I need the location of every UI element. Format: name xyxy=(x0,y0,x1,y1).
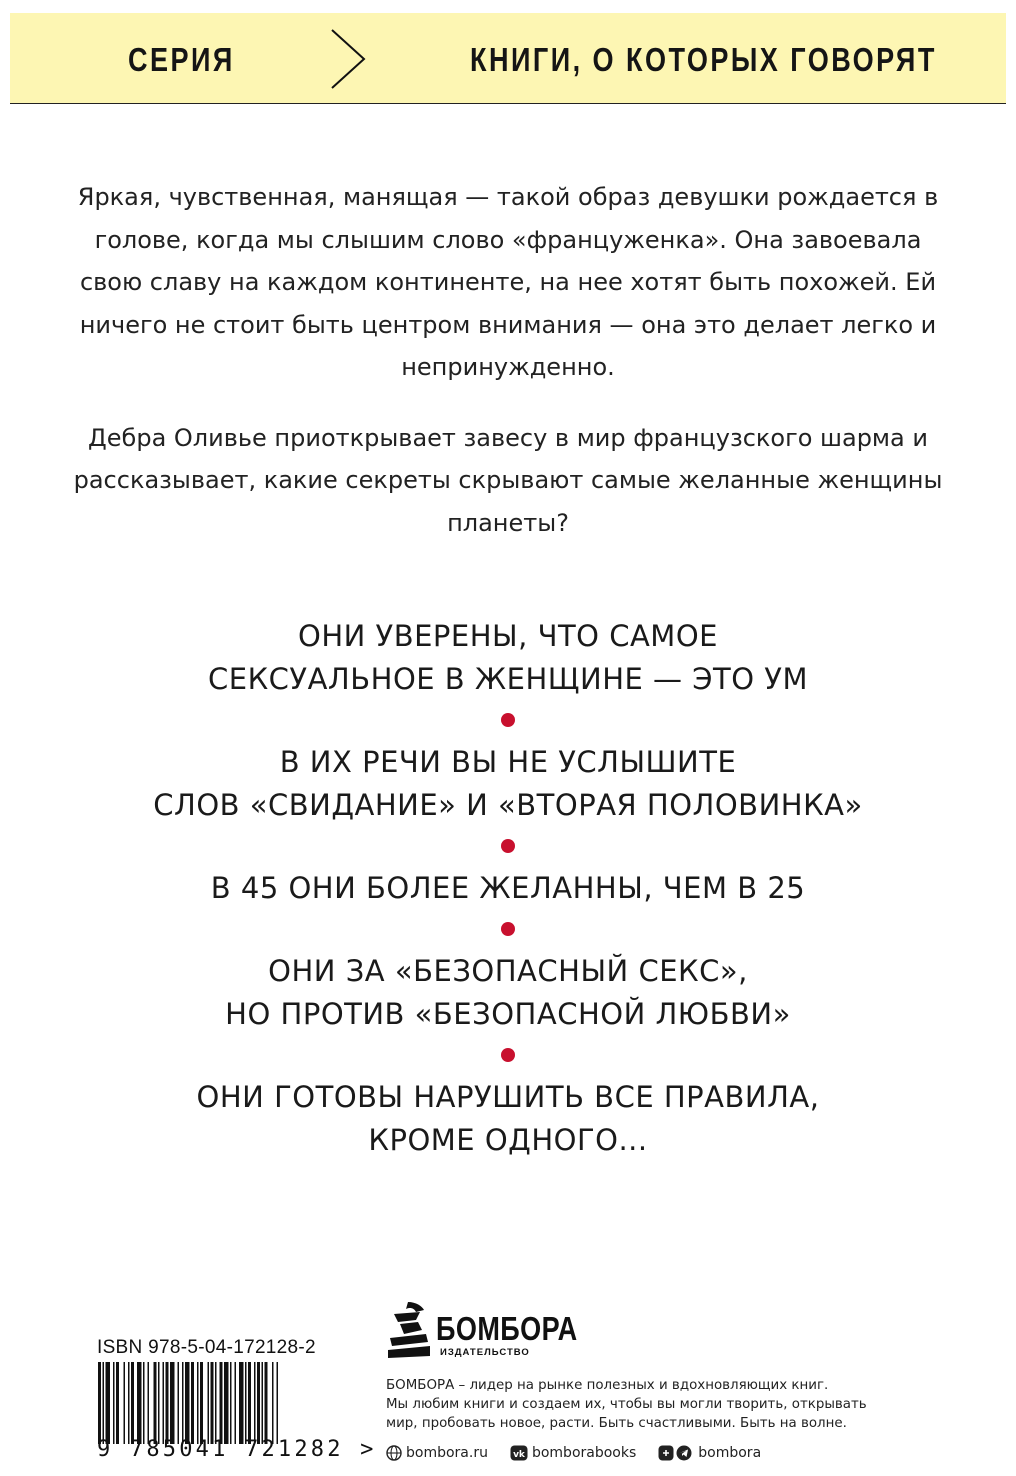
fact-line: СЕКСУАЛЬНОЕ В ЖЕНЩИНЕ — ЭТО УМ xyxy=(208,662,808,696)
series-label: СЕРИЯ xyxy=(128,41,235,78)
publisher-logo-sub: ИЗДАТЕЛЬСТВО xyxy=(440,1347,530,1358)
barcode-bar xyxy=(191,1362,194,1444)
bullet-dot xyxy=(501,922,515,936)
barcode-bar xyxy=(106,1362,111,1444)
barcode-bar xyxy=(208,1362,210,1444)
barcode-bar xyxy=(248,1362,251,1444)
social-vk[interactable] xyxy=(510,1445,636,1461)
bullet-dot xyxy=(501,1048,515,1062)
isbn-number: ISBN 978-5-04-172128-2 xyxy=(97,1337,316,1358)
social-label[interactable]: bomborabooks xyxy=(531,1445,637,1461)
fact-item xyxy=(40,867,976,910)
fact-line: СЛОВ «СВИДАНИЕ» И «ВТОРАЯ ПОЛОВИНКА» xyxy=(153,788,863,822)
barcode-digits: 9 785041 721282 > xyxy=(97,1437,377,1462)
barcode-bar xyxy=(185,1362,190,1444)
barcode-bar xyxy=(182,1362,184,1444)
social-label[interactable]: bombora xyxy=(698,1445,762,1461)
publisher-about xyxy=(386,1376,906,1433)
barcode-bar xyxy=(154,1362,157,1444)
svg-text:vk: vk xyxy=(513,1450,525,1460)
barcode-bar xyxy=(166,1362,169,1444)
barcode-bar xyxy=(178,1362,180,1444)
barcode-bar xyxy=(211,1362,214,1444)
fact-item xyxy=(40,741,976,827)
barcode-bar xyxy=(254,1362,256,1444)
barcode-bar xyxy=(197,1362,199,1444)
fact-line: ОНИ ГОТОВЫ НАРУШИТЬ ВСЕ ПРАВИЛА, xyxy=(196,1080,820,1114)
barcode-bar xyxy=(98,1362,101,1444)
bullet-dot xyxy=(501,713,515,727)
barcode-bar xyxy=(277,1362,279,1444)
barcode-bar xyxy=(257,1362,260,1444)
vk-icon xyxy=(510,1445,528,1461)
publisher-about-line: БОМБОРА – лидер на рынке полезных и вдохновляющих книг. xyxy=(386,1378,829,1393)
social-messengers[interactable] xyxy=(658,1445,761,1461)
barcode-bar xyxy=(131,1362,134,1444)
barcode-bar xyxy=(239,1362,244,1444)
messenger-icons xyxy=(658,1445,694,1461)
chevron-right-icon xyxy=(328,28,368,90)
barcode-bar xyxy=(143,1362,145,1444)
barcode-bar xyxy=(113,1362,115,1444)
fact-item xyxy=(40,615,976,701)
barcode-bar xyxy=(220,1362,223,1444)
publisher-about-line: мир, пробовать новое, расти. Быть счастливыми. Быть на волне. xyxy=(386,1416,847,1431)
barcode-bar xyxy=(148,1362,150,1444)
social-label[interactable]: bombora.ru xyxy=(406,1445,488,1461)
fact-item xyxy=(40,1076,976,1162)
description-paragraph: Яркая, чувственная, манящая — такой образ девушки рождается в голове, когда мы слышим слово «француженка». Она завоевала свою славу на каждом континенте, на нее хотят быть похожей. Ей ничего не стоит быть центром внимания — она это делает легко и непринужденно. xyxy=(77,183,939,381)
barcode-bar xyxy=(235,1362,237,1444)
barcode-bar xyxy=(128,1362,130,1444)
fact-line: В ИХ РЕЧИ ВЫ НЕ УСЛЫШИТЕ xyxy=(279,745,737,779)
social-links xyxy=(386,1442,783,1464)
barcode-bar xyxy=(163,1362,165,1444)
barcode-bar xyxy=(230,1362,232,1444)
fact-line: ОНИ УВЕРЕНЫ, ЧТО САМОЕ xyxy=(298,619,718,653)
barcode-bar xyxy=(224,1362,229,1444)
publisher-logo-word: БОМБОРА xyxy=(436,1310,578,1347)
barcode-bar xyxy=(170,1362,175,1444)
barcode-bar xyxy=(215,1362,217,1444)
fact-line: ОНИ ЗА «БЕЗОПАСНЫЙ СЕКС», xyxy=(268,954,748,988)
social-website[interactable] xyxy=(386,1445,488,1461)
barcode-bar xyxy=(124,1362,126,1444)
fact-line: В 45 ОНИ БОЛЕЕ ЖЕЛАННЫ, ЧЕМ В 25 xyxy=(210,871,806,905)
barcode-bar xyxy=(116,1362,119,1444)
barcode-bar xyxy=(158,1362,160,1444)
bullet-dot xyxy=(501,839,515,853)
barcode-bar xyxy=(265,1362,268,1444)
barcode-bar xyxy=(137,1362,142,1444)
book-description xyxy=(60,176,956,572)
barcode-bar xyxy=(272,1362,274,1444)
bombora-logo-icon xyxy=(386,1300,432,1360)
barcode-bar xyxy=(200,1362,203,1444)
barcode-bar xyxy=(245,1362,247,1444)
barcode xyxy=(96,1362,332,1444)
facts-list xyxy=(40,615,976,1162)
publisher-about-line: Мы любим книги и создаем их, чтобы вы могли творить, открывать xyxy=(386,1397,867,1412)
description-paragraph: Дебра Оливье приоткрывает завесу в мир французского шарма и рассказывает, какие секреты скрывают самые желанные женщины планеты? xyxy=(73,423,943,537)
globe-icon xyxy=(386,1445,402,1461)
barcode-bar xyxy=(103,1362,105,1444)
fact-item xyxy=(40,950,976,1036)
fact-line: НО ПРОТИВ «БЕЗОПАСНОЙ ЛЮБВИ» xyxy=(225,997,791,1031)
barcode-bar xyxy=(262,1362,264,1444)
series-name: КНИГИ, О КОТОРЫХ ГОВОРЯТ xyxy=(470,41,937,78)
fact-line: КРОМЕ ОДНОГО... xyxy=(368,1123,648,1157)
